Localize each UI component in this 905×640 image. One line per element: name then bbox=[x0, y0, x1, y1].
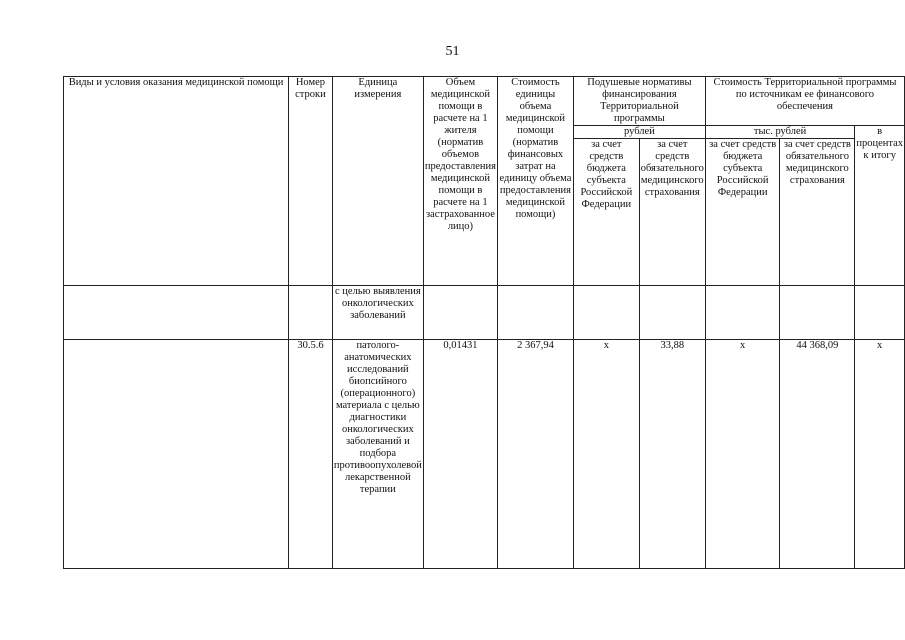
program-cost-table bbox=[63, 76, 905, 569]
header-unit: Единица измерения bbox=[332, 77, 423, 286]
cell-percent: х bbox=[855, 340, 905, 569]
cell-volume: 0,01431 bbox=[423, 340, 497, 569]
cell-type bbox=[64, 286, 289, 340]
header-unit-cost: Стоимость единицы объема медицинской помощи (норматив финансовых затрат на единицу объема предоставления медицинской помощи) bbox=[497, 77, 573, 286]
cell-line: 30.5.6 bbox=[289, 340, 333, 569]
cell-cost bbox=[497, 286, 573, 340]
header-program-budget: за счет средств бюджета субъекта Российской Федерации bbox=[705, 139, 780, 286]
cell-program-budget: х bbox=[705, 340, 780, 569]
cell-unit: с целью выявления онкологических заболеваний bbox=[332, 286, 423, 340]
header-per-capita-norms: Подушевые нормативы финансирования Территориальной программы bbox=[573, 77, 705, 126]
cell-type bbox=[64, 340, 289, 569]
cell-per-capita-oms: 33,88 bbox=[639, 340, 705, 569]
cell-cost: 2 367,94 bbox=[497, 340, 573, 569]
header-types-of-care: Виды и условия оказания медицинской помощи bbox=[64, 77, 289, 286]
cell-unit: патолого-анатомических исследований биопсийного (операционного) материала с целью диагностики онкологических заболеваний и подбора противоопухолевой лекарственной терапии bbox=[332, 340, 423, 569]
cell-program-budget bbox=[705, 286, 780, 340]
table-row bbox=[64, 340, 905, 569]
header-row-1 bbox=[64, 77, 905, 126]
cell-per-capita-oms bbox=[639, 286, 705, 340]
page-number: 51 bbox=[445, 44, 460, 59]
header-per-capita-oms: за счет средств обязательного медицинского страхования bbox=[639, 139, 705, 286]
header-volume: Объем медицинской помощи в расчете на 1 жителя (норматив объемов предоставления медицинской помощи в расчете на 1 застрахованное лицо) bbox=[423, 77, 497, 286]
cell-program-oms bbox=[780, 286, 855, 340]
cell-volume bbox=[423, 286, 497, 340]
cell-line bbox=[289, 286, 333, 340]
header-per-capita-budget: за счет средств бюджета субъекта Российской Федерации bbox=[573, 139, 639, 286]
header-rubles: рублей bbox=[573, 126, 705, 139]
header-line-number: Номер строки bbox=[289, 77, 333, 286]
header-program-cost: Стоимость Территориальной программы по источникам ее финансового обеспечения bbox=[705, 77, 904, 126]
cell-program-oms: 44 368,09 bbox=[780, 340, 855, 569]
header-percent-of-total: в процентах к итогу bbox=[855, 126, 905, 286]
header-thousand-rubles: тыс. рублей bbox=[705, 126, 854, 139]
header-program-oms: за счет средств обязательного медицинского страхования bbox=[780, 139, 855, 286]
cell-per-capita-budget bbox=[573, 286, 639, 340]
cell-percent bbox=[855, 286, 905, 340]
cell-per-capita-budget: х bbox=[573, 340, 639, 569]
table-row bbox=[64, 286, 905, 340]
